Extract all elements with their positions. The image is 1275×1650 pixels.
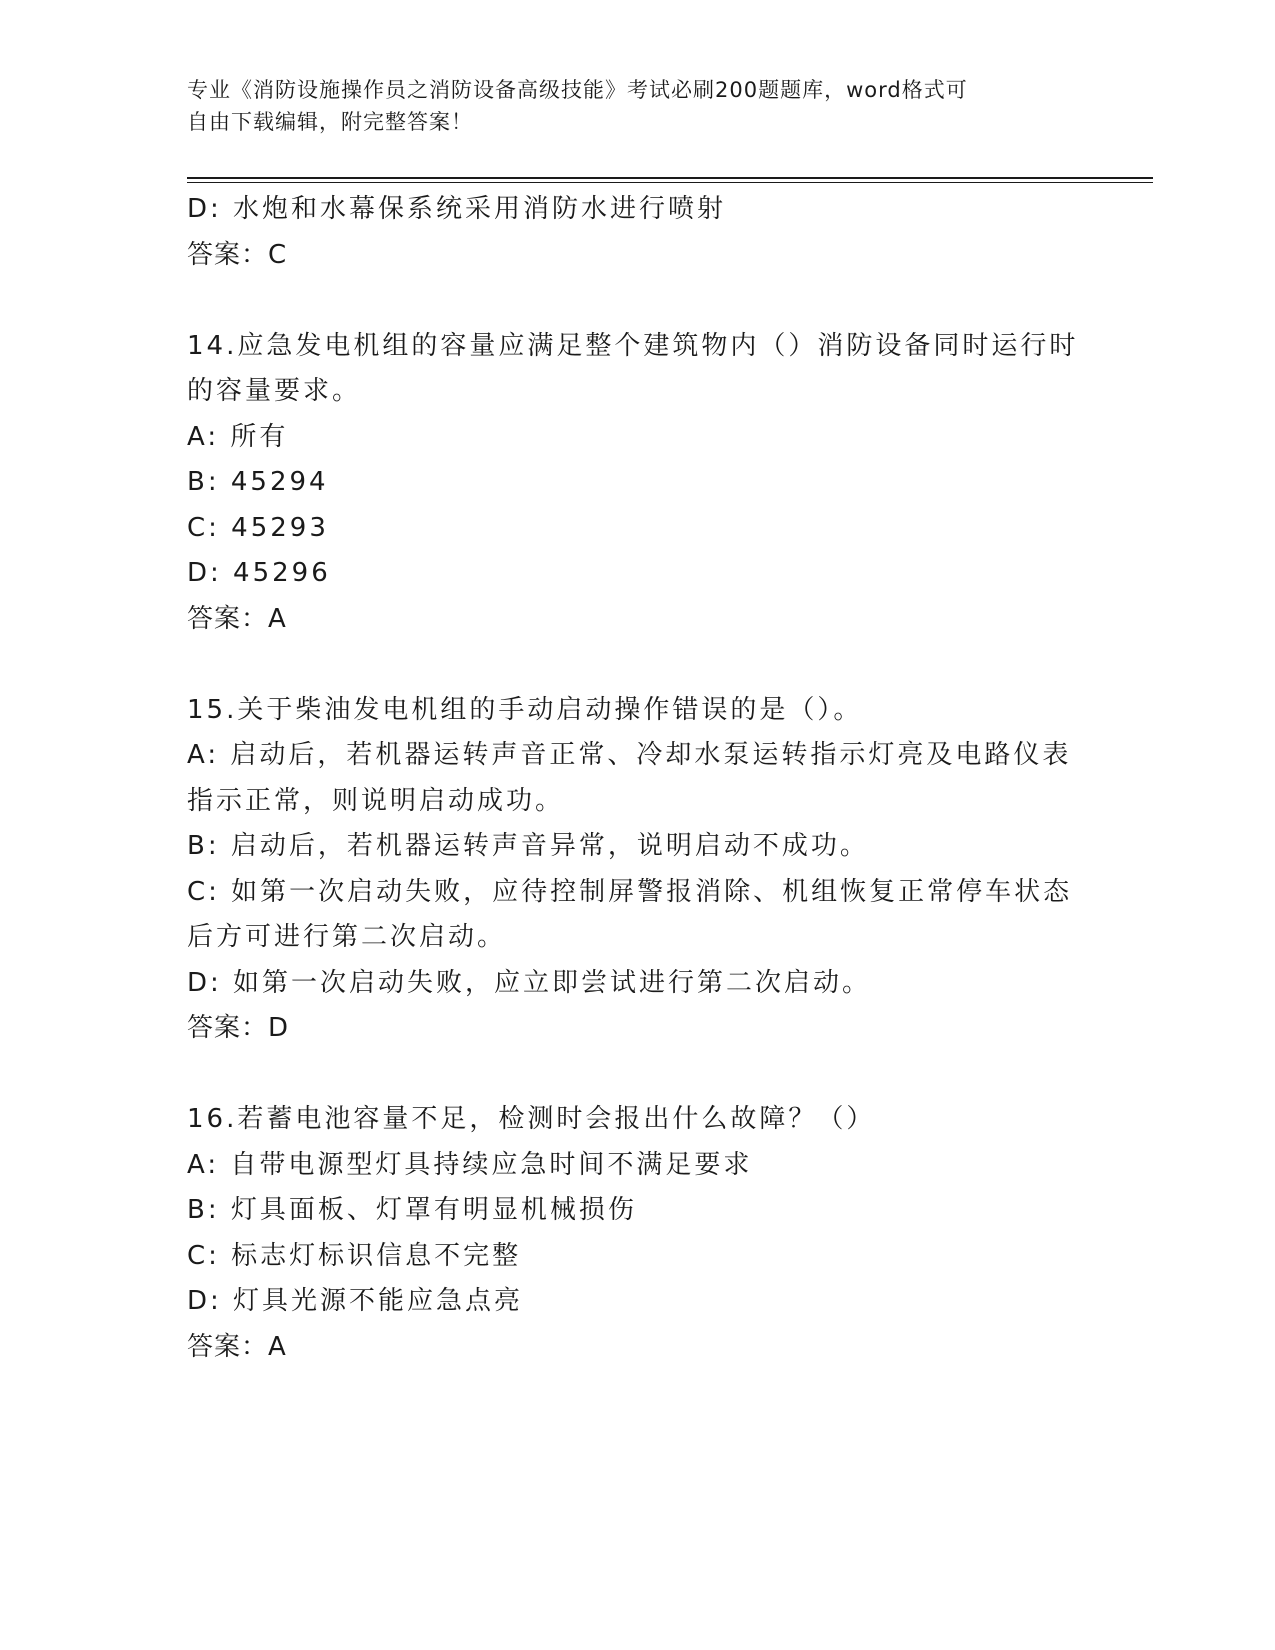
question-13-tail [187, 187, 1087, 278]
spacer [187, 1052, 1087, 1098]
option-c: C: 如第一次启动失败，应待控制屏警报消除、机组恢复正常停车状态 [187, 876, 1073, 907]
header-divider-thick [187, 177, 1153, 179]
option-b: B: 启动后，若机器运转声音异常，说明启动不成功。 [187, 831, 869, 861]
option-c-continued: 后方可进行第二次启动。 [187, 922, 507, 952]
answer: 答案：A [187, 1331, 287, 1362]
answer: 答案：C [187, 239, 288, 270]
question-15 [187, 688, 1087, 1052]
header-divider-thin [187, 182, 1153, 183]
question-list [187, 187, 1087, 1370]
answer: 答案：A [187, 603, 287, 634]
option-a: A: 所有 [187, 421, 289, 452]
option-d: D: 灯具光源不能应急点亮 [187, 1286, 524, 1316]
option-d: D: 水炮和水幕保系统采用消防水进行喷射 [187, 194, 727, 224]
question-14 [187, 324, 1087, 643]
option-c: C: 45293 [187, 512, 329, 543]
question-stem-continued: 的容量要求。 [187, 376, 362, 406]
page-header [187, 74, 1067, 138]
question-stem: 15.关于柴油发电机组的手动启动操作错误的是（）。 [187, 694, 863, 725]
option-b: B: 45294 [187, 467, 329, 497]
header-line-2: 自由下载编辑，附完整答案！ [187, 110, 473, 134]
question-stem: 14.应急发电机组的容量应满足整个建筑物内（）消防设备同时运行时 [187, 330, 1079, 361]
spacer [187, 642, 1087, 688]
option-a: A: 启动后，若机器运转声音正常、冷却水泵运转指示灯亮及电路仪表 [187, 740, 1072, 770]
answer: 答案：D [187, 1013, 290, 1043]
option-d: D: 如第一次启动失败，应立即尝试进行第二次启动。 [187, 967, 872, 998]
header-line-1: 专业《消防设施操作员之消防设备高级技能》考试必刷200题题库，word格式可 [187, 78, 968, 102]
option-a-continued: 指示正常，则说明启动成功。 [187, 785, 565, 816]
spacer [187, 278, 1087, 324]
option-b: B: 灯具面板、灯罩有明显机械损伤 [187, 1195, 637, 1225]
question-16 [187, 1097, 1087, 1370]
option-d: D: 45296 [187, 558, 331, 588]
option-a: A: 自带电源型灯具持续应急时间不满足要求 [187, 1149, 753, 1180]
option-c: C: 标志灯标识信息不完整 [187, 1240, 522, 1271]
question-stem: 16.若蓄电池容量不足，检测时会报出什么故障？（） [187, 1104, 876, 1134]
